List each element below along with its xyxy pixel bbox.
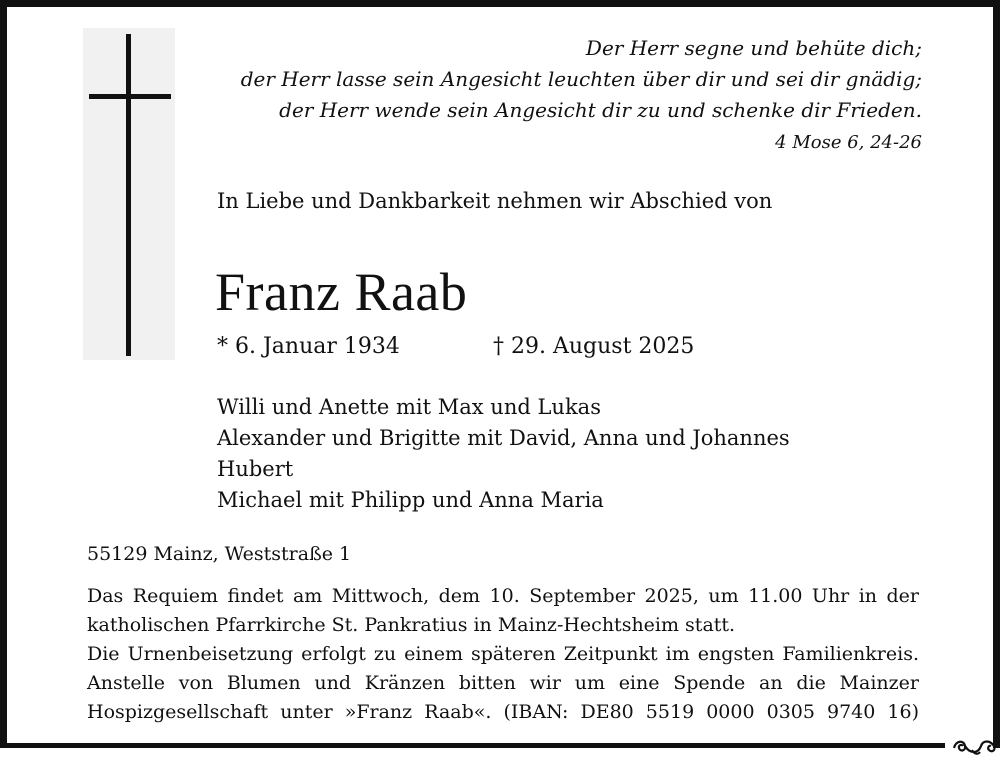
funeral-notice <box>87 582 919 727</box>
notice-line: Das Requiem findet am Mittwoch, dem 10. September 2025, um 11.00 Uhr in der <box>87 585 919 607</box>
notice-line: Anstelle von Blumen und Kränzen bitten wir um eine Spende an die Mainzer <box>87 672 919 694</box>
frame-border-top <box>0 0 1000 7</box>
cross-vertical-bar <box>126 34 131 356</box>
birth-date: * 6. Januar 1934 <box>217 334 400 359</box>
frame-border-bottom <box>0 743 945 748</box>
frame-border-right <box>993 0 1000 748</box>
notice-line: Hospizgesellschaft unter »Franz Raab«. (IBAN: DE80 5519 0000 0305 9740 16) <box>87 701 919 723</box>
notice-line: katholischen Pfarrkirche St. Pankratius in Mainz-Hechtsheim statt. <box>87 614 736 636</box>
intro-text: In Liebe und Dankbarkeit nehmen wir Abschied von <box>217 189 773 213</box>
mourner-line: Hubert <box>217 457 294 481</box>
mourners-list <box>217 392 790 516</box>
verse-line: der Herr wende sein Angesicht dir zu und schenke dir Frieden. <box>279 98 922 122</box>
cross-horizontal-bar <box>89 94 171 99</box>
verse-line: Der Herr segne und behüte dich; <box>585 36 922 60</box>
flourish-ornament-icon <box>950 734 1000 758</box>
mourner-line: Alexander und Brigitte mit David, Anna und Johannes <box>217 426 790 450</box>
mourner-line: Willi und Anette mit Max und Lukas <box>217 395 601 419</box>
verse-line: der Herr lasse sein Angesicht leuchten über dir und sei dir gnädig; <box>240 67 922 91</box>
family-address: 55129 Mainz, Weststraße 1 <box>87 543 352 565</box>
death-date: † 29. August 2025 <box>493 334 695 359</box>
verse-reference: 4 Mose 6, 24-26 <box>775 132 922 153</box>
deceased-name: Franz Raab <box>215 262 468 322</box>
bible-verse <box>162 33 922 126</box>
notice-line: Die Urnenbeisetzung erfolgt zu einem späteren Zeitpunkt im engsten Familienkreis. <box>87 643 919 665</box>
mourner-line: Michael mit Philipp und Anna Maria <box>217 488 604 512</box>
frame-border-left <box>0 0 7 748</box>
